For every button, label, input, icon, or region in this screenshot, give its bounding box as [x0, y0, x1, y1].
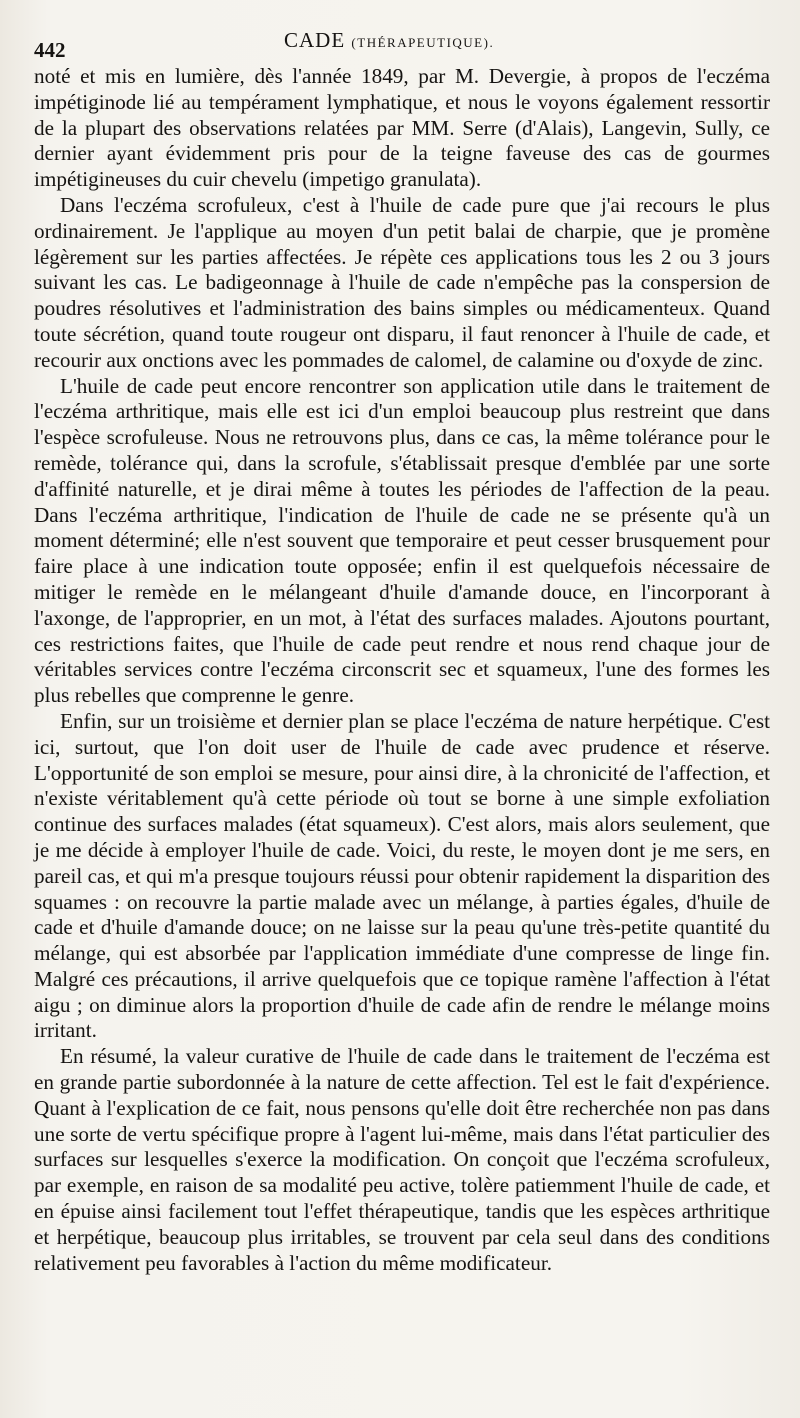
running-head-subtitle: (THÉRAPEUTIQUE).	[351, 35, 495, 50]
page-number: 442	[34, 38, 66, 62]
paragraph: Enfin, sur un troisième et dernier plan se place l'eczéma de nature herpétique. C'est ici, surtout, que l'on doit user de l'huile de cade avec prudence et réserve. L'opportunité de son emploi se mesure, pour ainsi dire, à la chronicité de l'affection, et n'existe véritablement qu'à cette période où tout se borne à une simple exfoliation continue des surfaces malades (état squameux). C'est alors, mais alors seulement, que je me décide à employer l'huile de cade. Voici, du reste, le moyen dont je me sers, en pareil cas, et qui m'a presque toujours réussi pour obtenir rapidement la disparition des squames : on recouvre la partie malade avec un mélange, à parties égales, d'huile de cade et d'huile d'amande douce; on ne laisse sur la peau qu'une très-petite quantité du mélange, qui est absorbée par l'application immédiate d'une compresse de linge fin. Malgré ces précautions, il arrive quelquefois que ce topique ramène l'affection à l'état aigu ; on diminue alors la proportion d'huile de cade afin de rendre le mélange moins irritant.	[34, 708, 770, 1043]
body-text	[34, 64, 770, 1276]
paragraph-continued: noté et mis en lumière, dès l'année 1849, par M. Devergie, à propos de l'eczéma impétiginode lié au tempérament lymphatique, et nous le voyons également ressortir de la plupart des observations relatées par MM. Serre (d'Alais), Langevin, Sully, ce dernier ayant évidemment pris pour de la teigne faveuse des cas de gourmes impétigineuses du cuir chevelu (impetigo granulata).	[34, 64, 770, 192]
running-head-title: CADE	[284, 28, 346, 52]
paragraph: L'huile de cade peut encore rencontrer son application utile dans le traitement de l'eczéma arthritique, mais elle est ici d'un emploi beaucoup plus restreint que dans l'espèce scrofuleuse. Nous ne retrouvons plus, dans ce cas, la même tolérance pour le remède, tolérance qui, dans la scrofule, s'établissait presque d'emblée par une sorte d'affinité naturelle, et je dirai même à toutes les périodes de l'affection de la peau. Dans l'eczéma arthritique, l'indication de l'huile de cade ne se présente qu'à un moment déterminé; elle n'est souvent que temporaire et peut cesser brusquement pour faire place à une indication toute opposée; enfin il est quelquefois nécessaire de mitiger le remède en le mélangeant d'huile d'amande douce, en l'incorporant à l'axonge, de l'approprier, en un mot, à l'état des surfaces malades. Ajoutons pourtant, ces restrictions faites, que l'huile de cade peut rendre et nous rend chaque jour de véritables services contre l'eczéma circonscrit sec et squameux, l'une des formes les plus rebelles que comprenne le genre.	[34, 373, 770, 708]
paragraph: Dans l'eczéma scrofuleux, c'est à l'huile de cade pure que j'ai recours le plus ordinairement. Je l'applique au moyen d'un petit balai de charpie, que je promène légèrement sur les parties affectées. Je répète ces applications tous les 2 ou 3 jours suivant les cas. Le badigeonnage à l'huile de cade n'empêche pas la conspersion de poudres résolutives et l'administration des bains simples ou médicamenteux. Quand toute sécrétion, quand toute rougeur ont disparu, il faut renoncer à l'huile de cade, et recourir aux onctions avec les pommades de calomel, de calamine ou d'oxyde de zinc.	[34, 192, 770, 372]
paragraph: En résumé, la valeur curative de l'huile de cade dans le traitement de l'eczéma est en grande partie subordonnée à la nature de cette affection. Tel est le fait d'expérience. Quant à l'explication de ce fait, nous pensons qu'elle doit être recherchée non pas dans une sorte de vertu spécifique propre à l'agent lui-même, mais dans l'état particulier des surfaces sur lesquelles s'exerce la modification. On conçoit que l'eczéma scrofuleux, par exemple, en raison de sa modalité peu active, tolère patiemment l'huile de cade, et en épuise ainsi facilement tout l'effet thérapeutique, tandis que les espèces arthritique et herpétique, beaucoup plus irritables, se trouvent par cela seul dans des conditions relativement peu favorables à l'action du même modificateur.	[34, 1044, 770, 1275]
page-header	[34, 0, 770, 64]
running-head	[284, 28, 494, 53]
